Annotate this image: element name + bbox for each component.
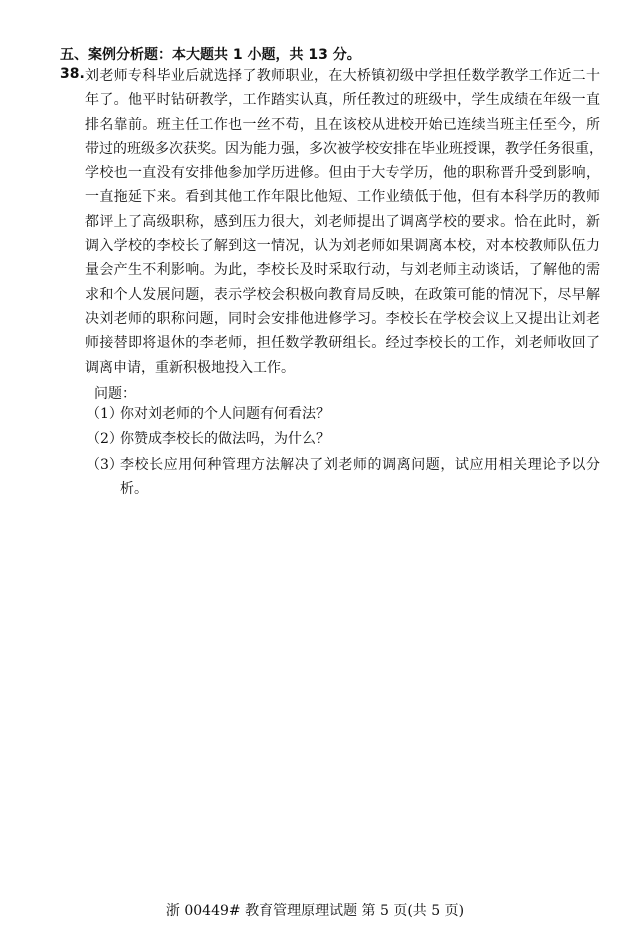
- subquestion-2: [86, 427, 600, 451]
- passage-line: 师接替即将退休的李老师，担任数学教研组长。经过李校长的工作，刘老师收回了: [85, 335, 600, 352]
- passage-line: 学校也一直没有安排他参加学历进修。但由于大专学历，他的职称晋升受到影响，: [85, 165, 600, 182]
- subquestion-line: 你对刘老师的个人问题有何看法？: [120, 406, 330, 422]
- subquestion-text: [120, 402, 600, 426]
- subquestion-number: （3）: [86, 457, 123, 473]
- passage-line: 调离申请，重新积极地投入工作。: [85, 359, 295, 376]
- section-heading: 五、案例分析题：本大题共 1 小题，共 13 分。: [60, 47, 361, 63]
- passage-line: 一直拖延下来。看到其他工作年限比他短、工作业绩低于他，但有本科学历的教师: [85, 189, 600, 206]
- subquestion-line: 李校长应用何种管理方法解决了刘老师的调离问题，试应用相关理论予以分: [120, 457, 600, 473]
- subquestion-line: 你赞成李校长的做法吗，为什么？: [120, 431, 330, 447]
- subquestion-text: [120, 453, 600, 501]
- passage-line: 带过的班级多次获奖。因为能力强，多次被学校安排在毕业班授课，教学任务很重，: [85, 140, 603, 157]
- passage-line: 决刘老师的职称问题，同时会安排他进修学习。李校长在学校会议上又提出让刘老: [85, 310, 600, 327]
- questions-prompt: 问题：: [94, 386, 136, 402]
- passage-line: 求和个人发展问题，表示学校会积极向教育局反映，在政策可能的情况下，尽早解: [85, 286, 600, 303]
- passage-line: 量会产生不利影响。为此，李校长及时采取行动，与刘老师主动谈话，了解他的需: [85, 262, 600, 279]
- passage-line: 排名靠前。班主任工作也一丝不苟，且在该校从进校开始已连续当班主任至今，所: [85, 116, 600, 133]
- passage-line: 刘老师专科毕业后就选择了教师职业，在大桥镇初级中学担任数学教学工作近二十: [85, 68, 600, 84]
- subquestion-number: （2）: [86, 431, 123, 447]
- case-passage: [85, 64, 603, 380]
- subquestion-3: [86, 453, 600, 501]
- passage-line: 调入学校的李校长了解到这一情况，认为刘老师如果调离本校，对本校教师队伍力: [85, 238, 600, 255]
- passage-line: 年了。他平时钻研教学，工作踏实认真，所任教过的班级中，学生成绩在年级一直: [85, 92, 600, 109]
- subquestion-number: （1）: [86, 406, 123, 422]
- subquestion-1: [86, 402, 600, 426]
- passage-line: 都评上了高级职称，感到压力很大，刘老师提出了调离学校的要求。恰在此时，新: [85, 213, 600, 230]
- page-footer: 浙 00449# 教育管理原理试题 第 5 页(共 5 页): [165, 903, 465, 919]
- question-number: 38.: [60, 66, 85, 82]
- subquestion-text: [120, 427, 600, 451]
- subquestion-line: 析。: [120, 481, 148, 497]
